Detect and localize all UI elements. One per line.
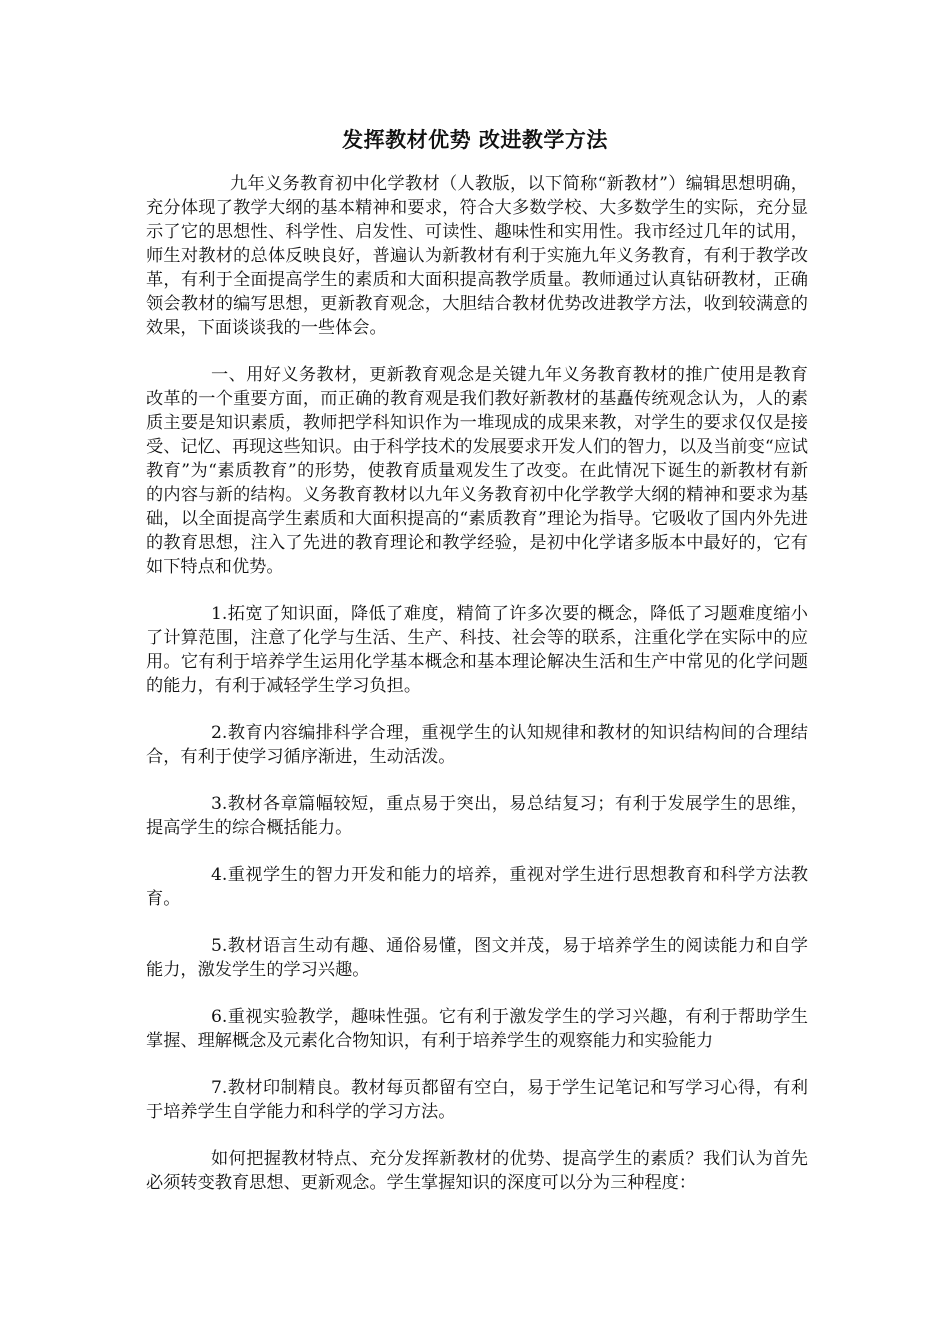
paragraph-point-2: 2.教育内容编排科学合理，重视学生的认知规律和教材的知识结构间的合理结合，有利于使学习循序渐进，生动活泼。 [146,723,808,767]
paragraph-point-1: 1.拓宽了知识面，降低了难度，精简了许多次要的概念，降低了习题难度缩小了计算范围，注意了化学与生活、生产、科技、社会等的联系，注重化学在实际中的应用。它有利于培养学生运用化学基本概念和基本理论解决生活和生产中常见的化学问题的能力，有利于减轻学生学习负担。 [146,604,808,696]
paragraph-section-one: 一、用好义务教材，更新教育观念是关键九年义务教育教材的推广使用是教育改革的一个重要方面，而正确的教育观是我们教好新教材的基矗传统观念认为，人的素质主要是知识素质，教师把学科知识作为一堆现成的成果来教，对学生的要求仅仅是接受、记忆、再现这些知识。由于科学技术的发展要求开发人们的智力，以及当前变“应试教育”为“素质教育”的形势，使教育质量观发生了改变。在此情况下诞生的新教材有新的内容与新的结构。义务教育教材以九年义务教育初中化学教学大纲的精神和要求为基础，以全面提高学生素质和大面积提高的“素质教育”理论为指导。它吸收了国内外先进的教育思想，注入了先进的教育理论和教学经验，是初中化学诸多版本中最好的，它有如下特点和优势。 [146,365,808,577]
paragraph-intro: 九年义务教育初中化学教材（人教版，以下简称“新教材”）编辑思想明确，充分体现了教学大纲的基本精神和要求，符合大多数学校、大多数学生的实际，充分显示了它的思想性、科学性、启发性、可读性、趣味性和实用性。我市经过几年的试用，师生对教材的总体反映良好，普遍认为新教材有利于实施九年义务教育，有利于教学改革，有利于全面提高学生的素质和大面积提高教学质量。教师通过认真钻研教材，正确领会教材的编写思想，更新教育观念，大胆结合教材优势改进教学方法，收到较满意的效果，下面谈谈我的一些体会。 [146,174,808,338]
document-title: 发挥教材优势 改进教学方法 [342,127,608,152]
paragraph-point-3: 3.教材各章篇幅较短，重点易于突出，易总结复习；有利于发展学生的思维，提高学生的综合概括能力。 [146,794,808,838]
paragraph-point-6: 6.重视实验教学，趣味性强。它有利于激发学生的学习兴趣，有利于帮助学生掌握、理解概念及元素化合物知识，有利于培养学生的观察能力和实验能力 [146,1007,808,1051]
paragraph-closing: 如何把握教材特点、充分发挥新教材的优势、提高学生的素质？我们认为首先必须转变教育思想、更新观念。学生掌握知识的深度可以分为三种程度： [146,1149,808,1193]
document-body [146,172,808,1195]
paragraph-point-5: 5.教材语言生动有趣、通俗易懂，图文并茂，易于培养学生的阅读能力和自学能力，激发学生的学习兴趣。 [146,936,808,980]
paragraph-point-4: 4.重视学生的智力开发和能力的培养，重视对学生进行思想教育和科学方法教育。 [146,865,808,909]
paragraph-point-7: 7.教材印制精良。教材每页都留有空白，易于学生记笔记和写学习心得，有利于培养学生自学能力和科学的学习方法。 [146,1078,808,1122]
